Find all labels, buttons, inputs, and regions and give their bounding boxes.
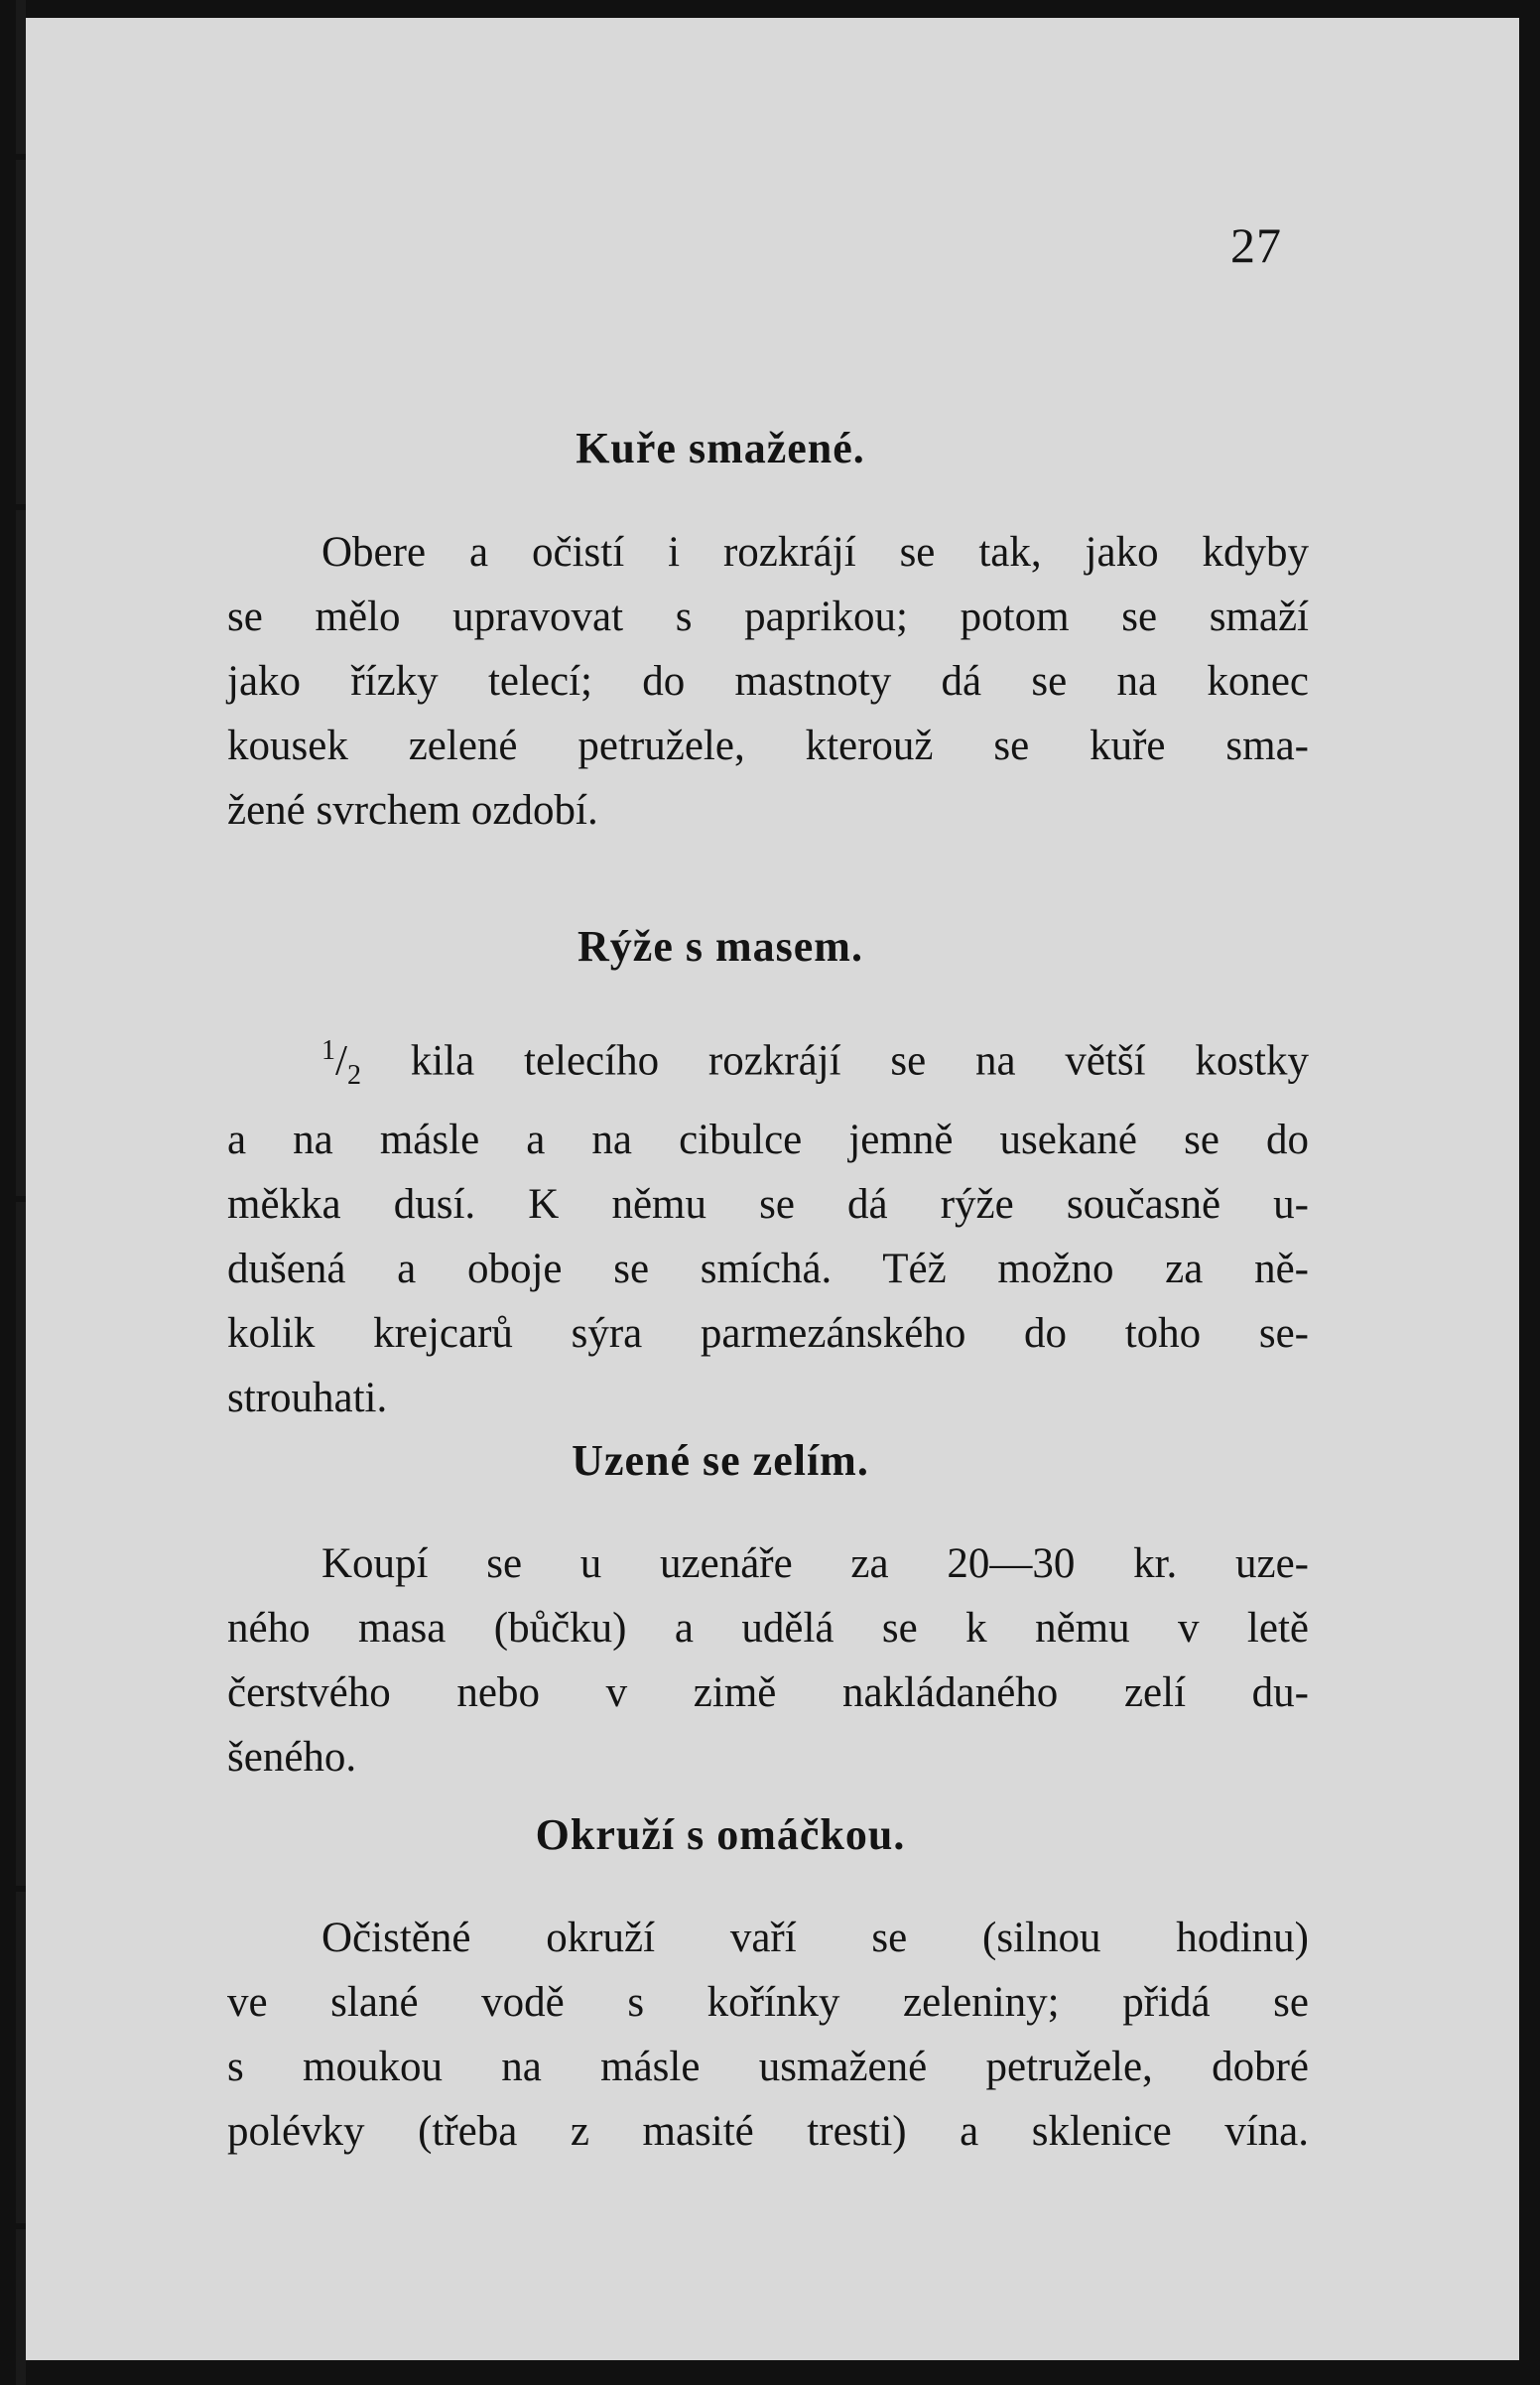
text-line: Obere a očistí i rozkrájí se tak, jako kdyby (321, 529, 1309, 576)
recipe-text (227, 1531, 1309, 1789)
text-line: a na másle a na cibulce jemně usekané se do (227, 1116, 1309, 1163)
text-line: ného masa (bůčku) a udělá se k němu v letě (227, 1605, 1309, 1652)
text-line: ve slané vodě s kořínky zeleniny; přidá se (227, 1979, 1309, 2026)
text-line: $^1/_2$ kila telecího rozkrájí se na větší kostky (321, 1035, 1309, 1091)
recipe-heading: Kuře smažené. (576, 424, 865, 472)
fraction-numerator: 1 (321, 1035, 335, 1066)
fraction-denominator: 2 (346, 1059, 361, 1091)
recipe-text (227, 1018, 1309, 1430)
recipe-text (227, 520, 1309, 843)
book-page (26, 18, 1519, 2360)
text-line: žené svrchem ozdobí. (227, 787, 598, 834)
recipe-text (227, 1906, 1309, 2164)
page-number: 27 (1230, 217, 1282, 273)
text-line: s moukou na másle usmažené petružele, dobré (227, 2044, 1309, 2090)
text-line: strouhati. (227, 1374, 388, 1421)
text-line: měkka dusí. K němu se dá rýže současně u- (227, 1180, 1309, 1228)
text-line: čerstvého nebo v zimě nakládaného zelí du- (227, 1669, 1309, 1716)
text-line-content: kila telecího rozkrájí se na větší kostky (410, 1037, 1309, 1085)
text-line: dušená a oboje se smíchá. Též možno za ně- (227, 1245, 1309, 1292)
text-line: šeného. (227, 1734, 357, 1781)
text-line: Očistěné okruží vaří se (silnou hodinu) (321, 1915, 1309, 1961)
text-line: polévky (třeba z masité tresti) a sklenice vína. (227, 2108, 1309, 2155)
recipe-heading: Rýže s masem. (578, 922, 863, 971)
recipe-heading: Uzené se zelím. (572, 1436, 869, 1485)
text-line: jako řízky telecí; do mastnoty dá se na konec (227, 658, 1309, 705)
text-line: se mělo upravovat s paprikou; potom se smaží (227, 594, 1309, 640)
text-line: Koupí se u uzenáře za 20—30 kr. uze- (321, 1540, 1309, 1587)
text-line: kolik krejcarů sýra parmezánského do toho se- (227, 1309, 1309, 1357)
page-left-edge (16, 0, 26, 2385)
recipe-heading: Okruží s omáčkou. (535, 1810, 906, 1859)
text-line: kousek zelené petružele, kterouž se kuře sma- (227, 723, 1309, 769)
